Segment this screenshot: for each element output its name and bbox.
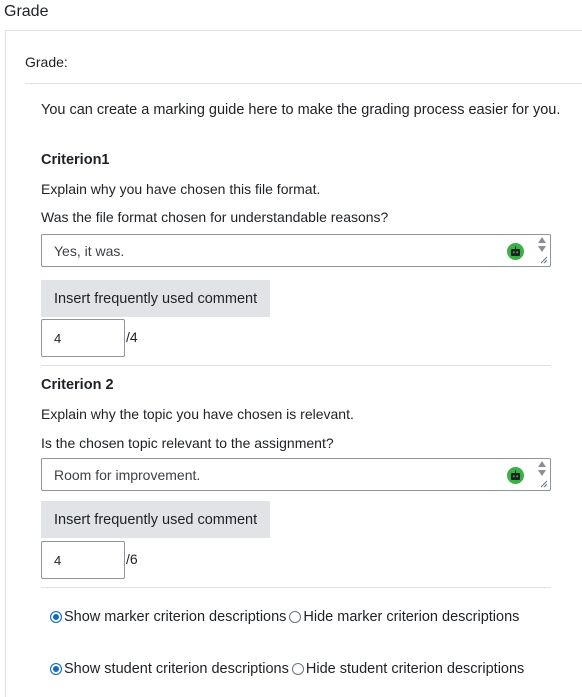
divider <box>41 587 551 588</box>
resize-grip-icon[interactable] <box>540 480 548 488</box>
show-marker-label[interactable]: Show marker criterion descriptions <box>64 609 287 625</box>
criterion-1-insert-comment-button[interactable]: Insert frequently used comment <box>41 280 270 317</box>
criterion-2-max-score: /6 <box>126 551 138 567</box>
criterion-1-score-input[interactable] <box>41 319 125 357</box>
spinner-up-icon[interactable] <box>538 237 546 243</box>
criterion-1-max-score: /4 <box>126 329 138 345</box>
marker-description-options <box>50 609 519 625</box>
criterion-2-marker-description: Is the chosen topic relevant to the assignment? <box>41 435 334 451</box>
page-title: Grade <box>4 3 49 20</box>
hide-student-radio[interactable] <box>292 663 304 675</box>
divider <box>25 83 582 84</box>
hide-marker-radio[interactable] <box>289 611 301 623</box>
show-marker-radio[interactable] <box>50 611 62 623</box>
spinner-control[interactable] <box>537 237 547 255</box>
marking-guide-intro: You can create a marking guide here to make the grading process easier for you. <box>41 102 561 118</box>
criterion-1-title: Criterion1 <box>41 152 110 168</box>
spinner-down-icon[interactable] <box>538 246 546 252</box>
resize-grip-icon[interactable] <box>540 256 548 264</box>
grading-panel <box>5 30 582 697</box>
criterion-2-remark-input[interactable] <box>42 459 550 490</box>
criterion-1-remark-field[interactable] <box>41 234 551 267</box>
criterion-2-remark-field[interactable] <box>41 458 551 491</box>
criterion-1-marker-description: Was the file format chosen for understandable reasons? <box>41 209 389 225</box>
robot-icon[interactable] <box>507 467 524 484</box>
spinner-down-icon[interactable] <box>538 470 546 476</box>
criterion-2-title: Criterion 2 <box>41 377 114 393</box>
spinner-up-icon[interactable] <box>538 461 546 467</box>
divider <box>41 365 551 366</box>
criterion-1-description: Explain why you have chosen this file format. <box>41 181 321 197</box>
criterion-2-insert-comment-button[interactable]: Insert frequently used comment <box>41 501 270 538</box>
criterion-2-score-input[interactable] <box>41 541 125 579</box>
student-description-options <box>50 661 524 677</box>
show-student-radio[interactable] <box>50 663 62 675</box>
hide-student-label[interactable]: Hide student criterion descriptions <box>305 661 525 677</box>
spinner-control[interactable] <box>537 461 547 479</box>
show-student-label[interactable]: Show student criterion descriptions <box>64 661 289 677</box>
grade-label: Grade: <box>25 54 68 70</box>
hide-marker-label[interactable]: Hide marker criterion descriptions <box>303 609 520 625</box>
robot-icon[interactable] <box>507 243 524 260</box>
criterion-1-remark-input[interactable] <box>42 235 550 266</box>
criterion-2-description: Explain why the topic you have chosen is relevant. <box>41 406 354 422</box>
